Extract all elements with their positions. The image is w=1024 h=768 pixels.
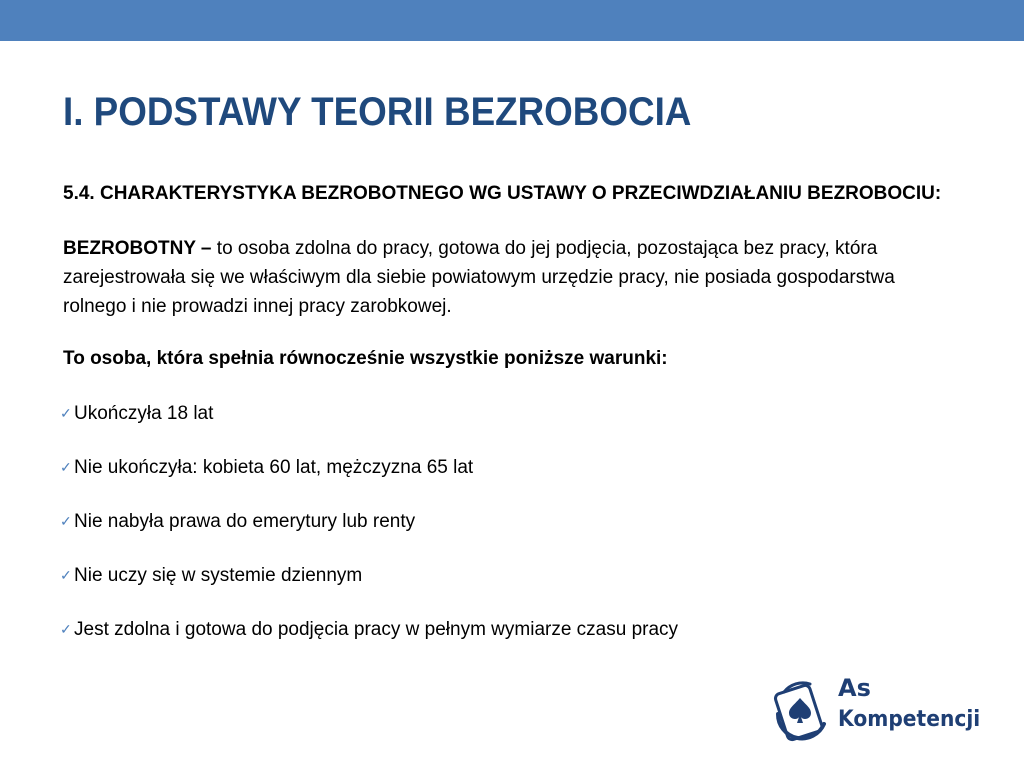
check-icon: ✓ (60, 621, 72, 637)
list-item (60, 399, 963, 428)
list-item-text: Ukończyła 18 lat (74, 403, 214, 424)
slide-title: I. PODSTAWY TEORII BEZROBOCIA (63, 90, 692, 134)
list-item (60, 453, 963, 482)
spade-card-icon (770, 672, 830, 742)
check-icon: ✓ (60, 567, 72, 583)
section-heading: 5.4. CHARAKTERYSTYKA BEZROBOTNEGO WG USTAWY O PRZECIWDZIAŁANIU BEZROBOCIU: (63, 183, 942, 204)
check-icon: ✓ (60, 405, 72, 421)
check-icon: ✓ (60, 513, 72, 529)
logo-text-line-1: As (838, 674, 871, 702)
logo (770, 672, 1000, 742)
conditions-list (60, 399, 963, 644)
list-item (60, 561, 963, 590)
definition-text: to osoba zdolna do pracy, gotowa do jej podjęcia, pozostająca bez pracy, która zarejestrowała się we właściwym dla siebie powiatowym urzędzie pracy, nie posiada gospodarstwa rolnego i nie prowadzi innej pracy zarobkowej. (63, 238, 895, 317)
check-icon: ✓ (60, 459, 72, 475)
list-item-text: Jest zdolna i gotowa do podjęcia pracy w pełnym wymiarze czasu pracy (74, 619, 679, 640)
top-accent-bar (0, 0, 1024, 41)
conditions-intro: To osoba, która spełnia równocześnie wszystkie poniższe warunki: (63, 348, 668, 369)
list-item (60, 615, 963, 644)
definition-term: BEZROBOTNY – (63, 238, 212, 259)
list-item-text: Nie ukończyła: kobieta 60 lat, mężczyzna 65 lat (74, 457, 474, 478)
slide-content (60, 180, 963, 669)
list-item-text: Nie nabyła prawa do emerytury lub renty (74, 511, 416, 532)
definition-paragraph (63, 234, 963, 321)
logo-text-line-2: Kompetencji (838, 707, 981, 732)
list-item-text: Nie uczy się w systemie dziennym (74, 565, 363, 586)
list-item (60, 507, 963, 536)
